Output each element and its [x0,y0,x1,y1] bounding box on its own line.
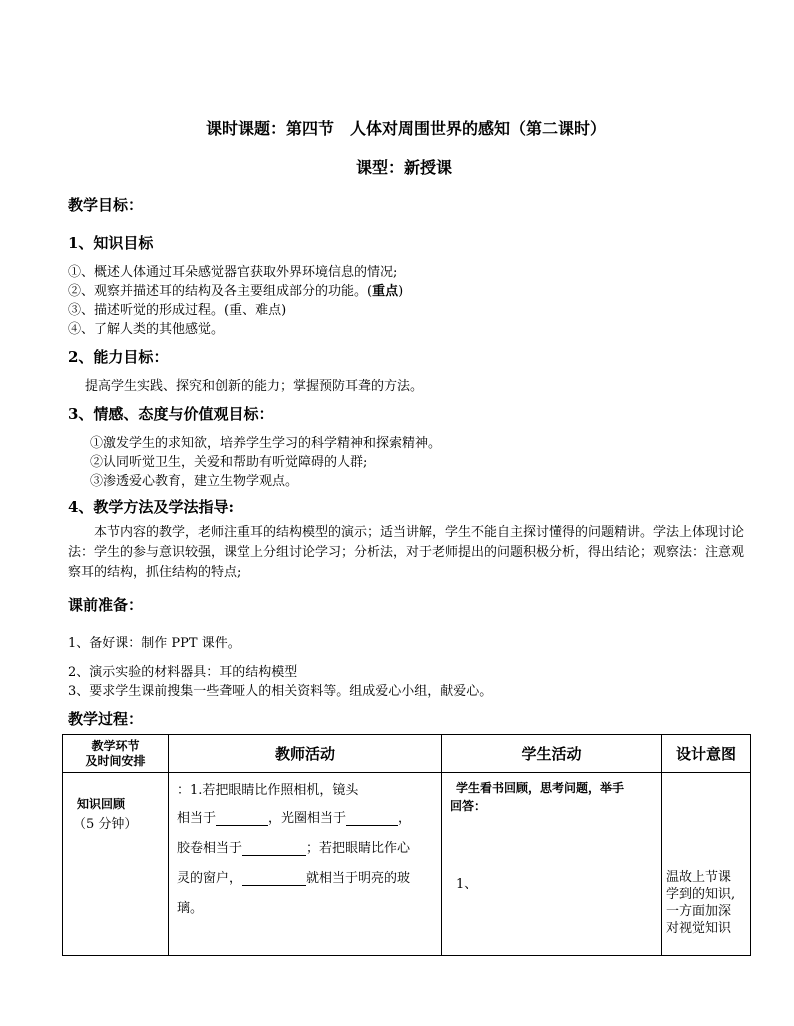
lesson-type: 课型：新授课 [356,158,453,177]
ability-goal-heading: 2、能力目标： [68,348,169,366]
method-paragraph: 本节内容的教学，老师注重耳的结构模型的演示；适当讲解，学生不能自主探讨懂得的问题精讲。学法上体现讨论法：学生的参与意识较强，课堂上分组讨论学习；分析法，对于老师提出的问题积极分析，得出结论；观察法：注意观察耳的结构，抓住结构的特点; [68,525,745,580]
stage-time: （5 分钟） [73,817,138,832]
student-prompt-line-1: 学生看书回顾，思考问题，举手 [456,781,625,795]
blank-field [242,841,306,856]
teacher-line-3 [177,837,410,856]
goals-heading: 教学目标： [68,196,144,214]
teacher-line-1: ：1.若把眼睛比作照相机，镜头 [177,783,359,798]
blank-field [242,871,306,886]
process-heading: 教学过程： [68,710,144,728]
teacher-line-5: 璃。 [177,901,204,916]
intent-cell [662,773,751,956]
table-header-row [63,735,751,773]
teacher-cell [169,773,442,956]
lesson-title: 课时课题：第四节 人体对周围世界的感知（第二课时） [206,119,607,138]
knowledge-goal-heading: 1、知识目标 [68,234,154,252]
knowledge-item-3: ③、描述听觉的形成过程。(重、难点) [68,303,287,318]
col-stage-line2: 及时间安排 [85,753,146,768]
prep-heading: 课前准备： [68,596,144,614]
teacher-line-4-a: 灵的窗户， [177,871,243,886]
prep-item-1: 1、备好课：制作 PPT 课件。 [68,636,241,651]
teacher-line-4 [177,867,410,886]
intent-text [666,869,735,937]
prep-item-3: 3、要求学生课前搜集一些聋哑人的相关资料等。组成爱心小组，献爱心。 [68,684,493,699]
student-answer: 1、 [456,877,478,892]
col-stage-header [63,735,169,773]
method-heading: 4、教学方法及学法指导: [68,498,234,516]
teacher-line-2-c: ， [398,811,412,826]
intent-line: 温故上节课 [666,870,732,885]
teacher-line-4-b: 就相当于明亮的玻 [306,871,411,886]
teacher-line-3-a: 胶卷相当于 [177,841,243,856]
emotion-item-2: ②认同听觉卫生，关爱和帮助有听觉障碍的人群; [90,455,368,470]
emotion-goal-heading: 3、情感、态度与价值观目标： [68,405,274,423]
student-cell [442,773,662,956]
student-prompt-line-2: 回答： [450,799,487,813]
knowledge-item-4: ④、了解人类的其他感觉。 [68,322,225,337]
teacher-line-2 [177,807,411,826]
teacher-line-3-b: ；若把眼睛比作心 [306,841,411,856]
stage-name: 知识回顾 [77,797,126,811]
prep-item-2: 2、演示实验的材料器具：耳的结构模型 [68,665,298,680]
intent-line: 对视觉知识 [666,921,732,936]
col-teacher-header: 教师活动 [169,735,442,773]
knowledge-item-2-text: ②、观察并描述耳的结构及各主要组成部分的功能。( [68,284,373,299]
process-table [62,734,751,956]
blank-field [346,811,398,826]
table-row [63,773,751,956]
intent-line: 一方面加深 [666,904,732,919]
col-student-header: 学生活动 [442,735,662,773]
intent-line: 学到的知识, [666,887,736,902]
emotion-item-1: ①激发学生的求知欲，培养学生学习的科学精神和探索精神。 [90,436,442,451]
teacher-line-2-b: ，光圈相当于 [268,811,347,826]
blank-field [216,811,268,826]
ability-goal-text: 提高学生实践、探究和创新的能力；掌握预防耳聋的方法。 [85,379,424,394]
emotion-item-3: ③渗透爱心教育，建立生物学观点。 [90,474,299,489]
knowledge-item-1: ①、概述人体通过耳朵感觉器官获取外界环境信息的情况; [68,265,398,280]
stage-cell [63,773,169,956]
teacher-line-2-a: 相当于 [177,811,217,826]
knowledge-item-2 [68,280,403,299]
knowledge-item-2-close: ) [398,284,404,299]
col-stage-line1: 教学环节 [91,738,140,753]
knowledge-item-2-emphasis: 重点 [372,284,399,299]
col-intent-header: 设计意图 [662,735,751,773]
